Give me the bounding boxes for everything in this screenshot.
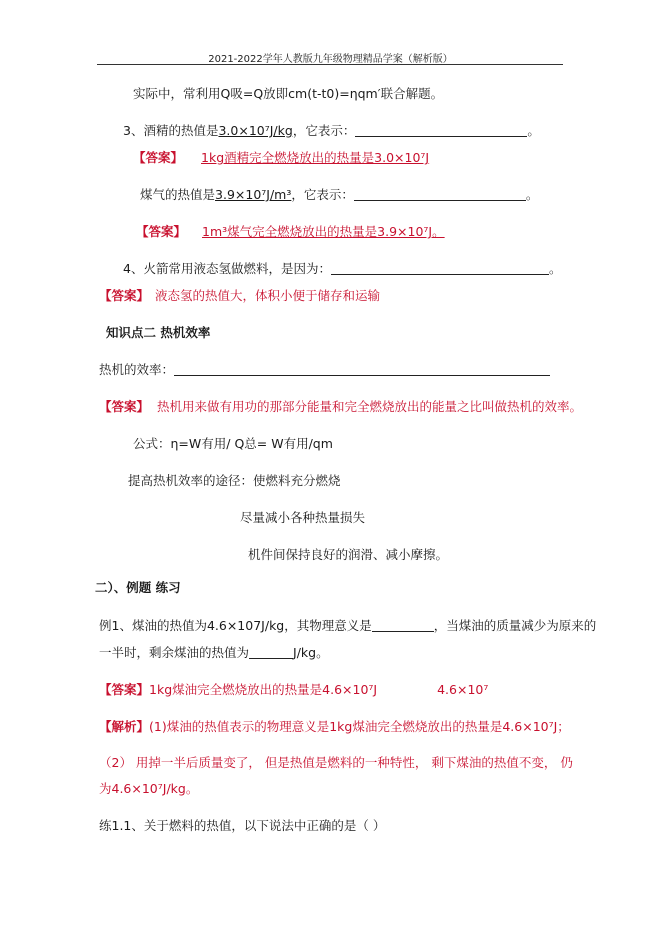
answer-tag: 【答案】 xyxy=(133,150,184,165)
answer-alcohol xyxy=(133,150,429,166)
example-1-line-1 xyxy=(99,618,596,634)
efficiency-formula: 公式：η=W有用/ Q总= W有用/qm xyxy=(133,436,333,451)
answer-blank[interactable] xyxy=(331,262,549,275)
question-gas-suffix: ，它表示： xyxy=(291,187,354,202)
answer-tag: 【答案】 xyxy=(99,288,150,303)
analysis-line-2: （2） 用掉一半后质量变了， 但是热值是燃料的一种特性， 剩下煤油的热值不变， 仍 xyxy=(99,755,573,770)
alcohol-heat-value: 3.0×10⁷J/kg xyxy=(218,123,293,138)
improve-efficiency-3: 机件间保持良好的润滑、减小摩擦。 xyxy=(248,547,449,562)
example-1-text-c: 一半时，剩余煤油的热值为 xyxy=(99,645,250,660)
question-alcohol xyxy=(123,123,540,139)
question-alcohol-prefix: 3、酒精的热值是 xyxy=(123,123,219,138)
question-gas xyxy=(140,187,538,203)
answer-tag: 【答案】 xyxy=(99,682,150,697)
example-1-text-b: ，当煤油的质量减少为原来的 xyxy=(433,618,597,633)
analysis-line-3: 为4.6×10⁷J/kg。 xyxy=(99,781,199,796)
section-heat-engine-efficiency: 知识点二 热机效率 xyxy=(106,325,211,340)
answer-text: 1m³煤气完全燃烧放出的热量是3.9×10⁷J。 xyxy=(202,224,445,239)
answer-gas xyxy=(136,224,445,240)
answer-text-2: 4.6×10⁷ xyxy=(437,682,489,697)
answer-text: 1kg酒精完全燃烧放出的热量是3.0×10⁷J xyxy=(201,150,430,165)
question-alcohol-end: 。 xyxy=(527,123,540,138)
answer-blank[interactable] xyxy=(372,619,434,632)
answer-efficiency xyxy=(99,399,582,415)
question-rocket-end: 。 xyxy=(548,261,562,276)
question-efficiency-text: 热机的效率： xyxy=(99,362,175,377)
question-gas-end: 。 xyxy=(525,187,539,202)
answer-blank[interactable] xyxy=(174,363,550,376)
answer-text: 液态氢的热值大，体积小便于储存和运输 xyxy=(155,288,381,303)
example-1-line-2 xyxy=(99,645,329,661)
answer-tag: 【答案】 xyxy=(99,399,150,414)
analysis-line-1 xyxy=(99,719,570,735)
answer-blank[interactable] xyxy=(354,188,526,201)
answer-blank[interactable] xyxy=(249,646,293,659)
gas-heat-value: 3.9×10⁷J/m³ xyxy=(215,187,292,202)
header-rule xyxy=(97,64,563,65)
question-alcohol-suffix: ，它表示： xyxy=(292,123,356,138)
improve-efficiency-2: 尽量减小各种热量损失 xyxy=(240,510,366,525)
example-1-text-a: 例1、煤油的热值为4.6×107J/kg，其物理意义是 xyxy=(99,618,372,633)
text-practical-use: 实际中，常利用Q吸=Q放即cm(t-t0)=ηqm′联合解题。 xyxy=(133,86,444,101)
question-gas-prefix: 煤气的热值是 xyxy=(140,187,216,202)
practice-1-1: 练1.1、关于燃料的热值，以下说法中正确的是（ ） xyxy=(99,818,386,833)
answer-rocket xyxy=(99,288,380,304)
improve-efficiency-1: 提高热机效率的途径：使燃料充分燃烧 xyxy=(128,473,341,488)
answer-text-1: 1kg煤油完全燃烧放出的热量是4.6×10⁷J xyxy=(149,682,378,697)
page-header: 2021-2022学年人教版九年级物理精品学案（解析版） xyxy=(208,54,453,65)
section-examples-practice: 二）、例题 练习 xyxy=(95,580,181,595)
answer-tag: 【答案】 xyxy=(136,224,187,239)
question-rocket-text: 4、火箭常用液态氢做燃料，是因为： xyxy=(123,261,331,276)
answer-blank[interactable] xyxy=(355,124,527,137)
question-rocket xyxy=(123,261,561,277)
analysis-text-1: (1)煤油的热值表示的物理意义是1kg煤油完全燃烧放出的热量是4.6×10⁷J； xyxy=(149,719,570,734)
analysis-tag: 【解析】 xyxy=(99,719,150,734)
answer-example-1 xyxy=(99,682,488,698)
question-efficiency xyxy=(99,362,550,378)
example-1-text-d: J/kg。 xyxy=(293,645,329,660)
answer-text: 热机用来做有用功的那部分能量和完全燃烧放出的能量之比叫做热机的效率。 xyxy=(157,399,583,414)
